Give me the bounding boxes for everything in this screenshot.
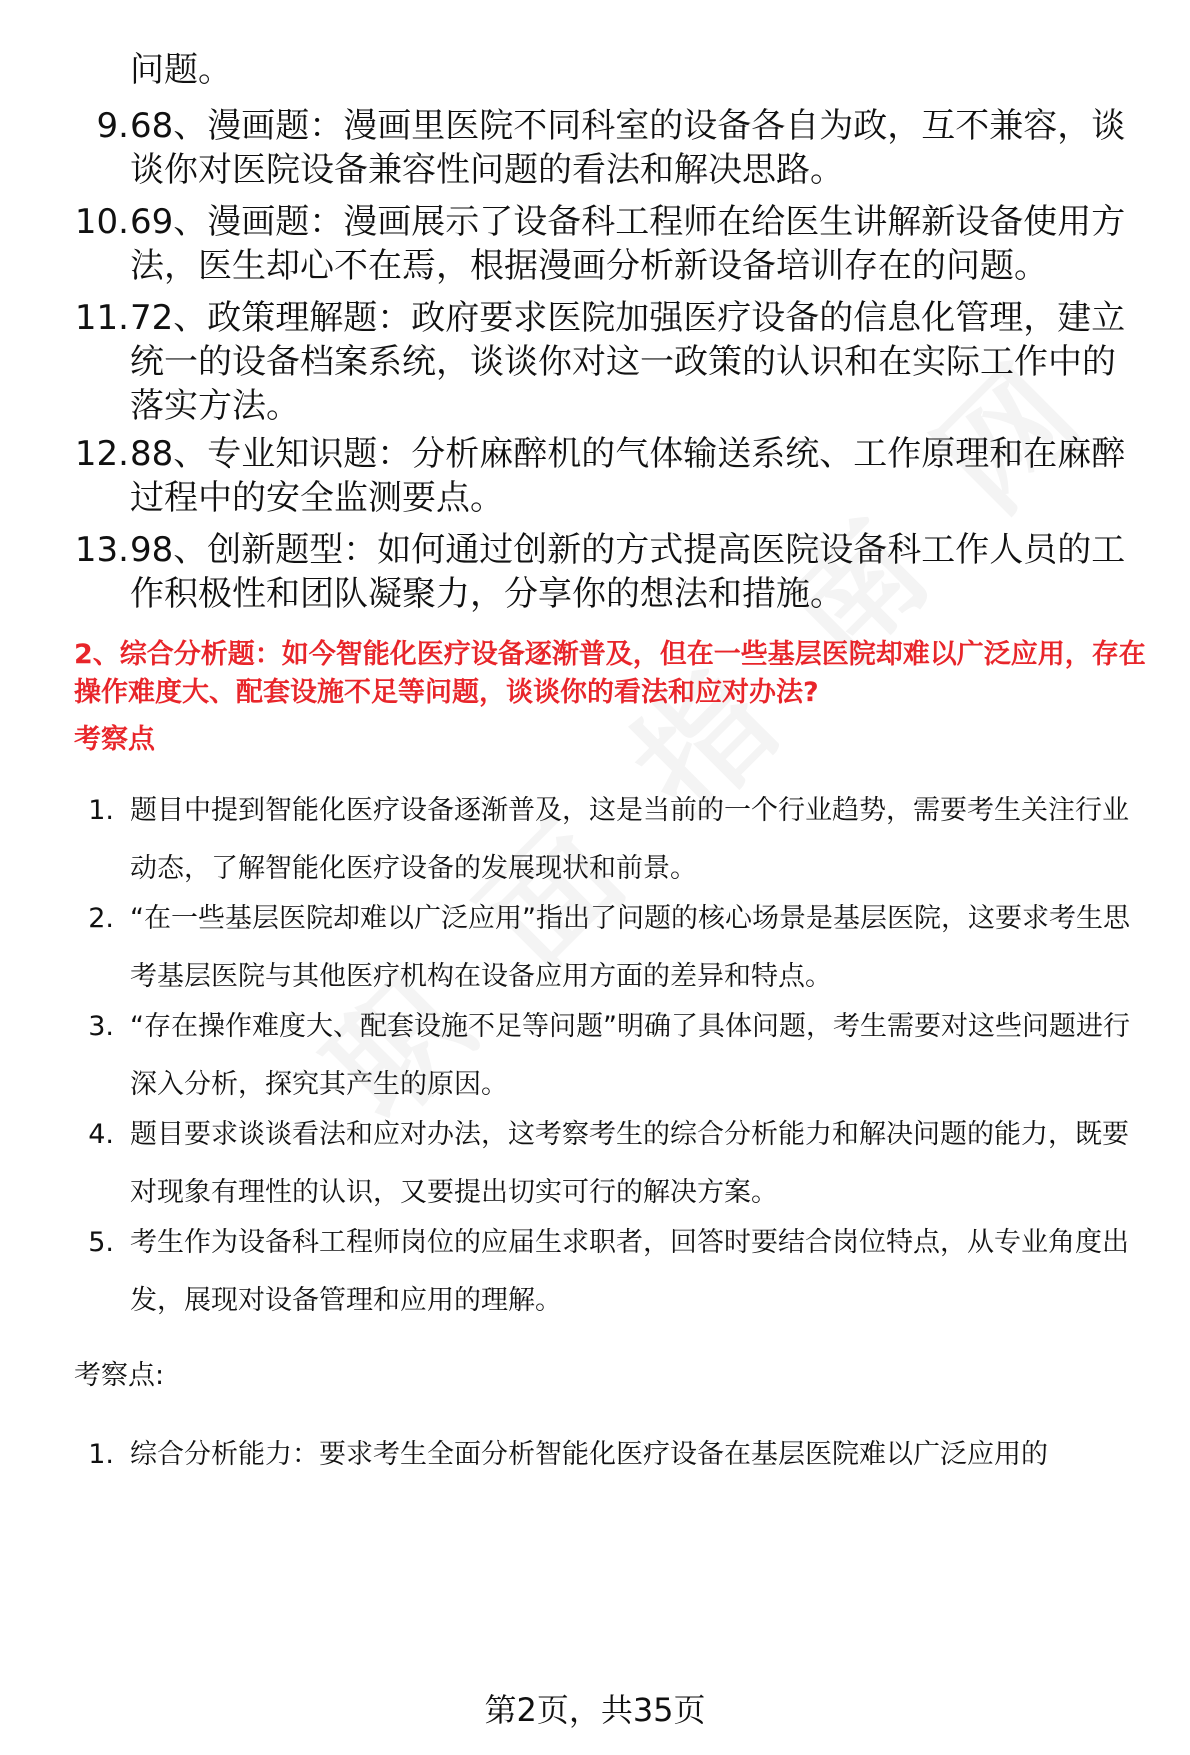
continuation-text: 问题。: [130, 50, 232, 90]
section-heading-red: 考察点: [74, 724, 155, 755]
question-heading: 2、综合分析题：如今智能化医疗设备逐渐普及，但在一些基层医院却难以广泛应用，存在操作难度大、配套设施不足等问题，谈谈你的看法和应对办法?: [74, 639, 1146, 708]
page-number: 第2页，共35页: [484, 1691, 706, 1729]
section-heading: 考察点:: [74, 1360, 165, 1391]
document-page: 问题。 9. 68、漫画题：漫画里医院不同科室的设备各自为政，互不兼容，谈谈你对医院设备兼容性问题的看法和解决思路。 10. 69、漫画题：漫画展示了设备科工程师在给医生讲解新设备使用方法，医生却心不在焉，根据漫画分析新设备培训存在的问题。 11. 72、政策理解题：政府要求医院加强医疗设备的信息化管理，建立统一的设备档案系统，谈谈你对这一政策的认识和在实际工作中的落实方法。 12. 88、专业知识题：分析麻醉机的气体输送系统、工作原理和在麻醉过程中的安全监测要点。 13. 98、创新题型：如何通过创新的方式提高医院设备科工作人员的工作积极性和团队凝聚力，分享你的想法和措施。 2、综合分析题：如今智能化医疗设备逐渐普及，但在一些基层医院却难以广泛应用，存在操作难度大、配套设施不足等问题，谈谈你的看法和应对办法? 考察点 1. 题目中提到智能化医疗设备逐渐普及，这是当前的一个行业趋势，需要考生关注行业动态，了解智能化医疗设备的发展现状和前景。 2. “在一些基层医院却难以广泛应用”指出了问题的核心场景是基层医院，这要求考生思考基层医院与其他医疗机构在设备应用方面的差异和特点。 3. “存在操作难度大、配套设施不足等问题”明确了具体问题，考生需要对这些问题进行深入分析，探究其产生的原因。 4. 题目要求谈谈看法和应对办法，这考察考生的综合分析能力和解决问题的能力，既要对现象有理性的认识，又要提出切实可行的解决方案。 5. 考生作为设备科工程师岗位的应届生求职者，回答时要结合岗位特点，从专业角度出发，展现对设备管理和应用的理解。 考察点: 1. 综合分析能力：要求考生全面分析智能化医疗设备在基层医院难以广泛应用的 第2页，共35页: [0, 0, 1190, 1755]
